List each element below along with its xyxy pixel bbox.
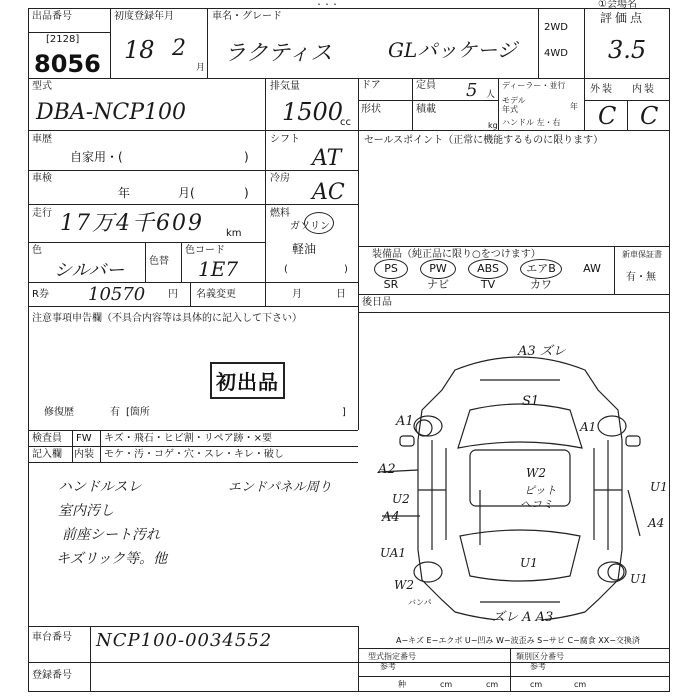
shaken-close: ) (244, 186, 249, 200)
fuel-label: 燃料 (270, 208, 290, 219)
diagram-label-a3-top: A3 ズレ (518, 344, 566, 359)
fuel-gasoline: ガソリン (290, 221, 330, 232)
drive-2wd: 2WD (544, 22, 568, 33)
capacity-label: 定員 (416, 80, 436, 91)
chassis-label: 車台番号 (32, 632, 72, 643)
ext-grade: C (598, 102, 617, 130)
shape-label: 形状 (361, 104, 381, 115)
drive-4wd: 4WD (544, 48, 568, 59)
fuel-selected-circle (304, 212, 334, 234)
ac-label: 冷房 (270, 173, 290, 184)
top-marks: ・・・ (315, 0, 339, 9)
load-label: 積載 (416, 104, 436, 115)
first-reg-month-unit: 月 (196, 63, 206, 73)
lot-number: 8056 (34, 50, 101, 78)
diagram-label-u2: U2 (392, 492, 410, 506)
delivery-label: 後日品 (362, 297, 392, 308)
type-ref-label: 参考 (380, 662, 396, 671)
warranty-label: 新車保証書 (622, 250, 662, 259)
mileage-value: 17万4千609 (60, 211, 204, 236)
color-value: シルバー (54, 260, 125, 281)
sheet-mark-4: cm (530, 680, 543, 689)
name-change-month-unit: 月 (292, 289, 302, 300)
model-year-label-2: 年式 (502, 105, 518, 114)
class-ref-label: 参考 (530, 662, 546, 671)
handle-label: ハンドル 左・右 (502, 118, 561, 127)
inspector-note-1: ハンドルスレ (58, 479, 142, 495)
equip-sr: SR (383, 278, 399, 291)
diagram-label-w2: W2 (526, 466, 546, 480)
caution-label: 注意事項申告欄（不具合内容等は具体的に記入して下さい） (32, 313, 302, 324)
name-change-day-unit: 日 (336, 289, 346, 300)
row2-text: モケ・汚・コゲ・穴・スレ・キレ・破し (104, 449, 284, 460)
inspector-note-right: エンドパネル周り (228, 480, 332, 495)
diagram-label-s1: S1 (522, 394, 540, 409)
diagram-label-w2-rear: W2 (394, 578, 414, 592)
shaken-year-unit: 年 (118, 186, 131, 200)
shift-label: シフト (270, 134, 300, 145)
recycle-unit: 円 (168, 289, 178, 300)
shaken-month-unit: 月( (178, 186, 195, 200)
ac-value: AC (312, 180, 345, 205)
capacity-value: 5 (466, 80, 478, 101)
load-unit: kg (488, 121, 498, 130)
sheet-mark-2: cm (440, 680, 453, 689)
sheet-mark-3: cm (486, 680, 499, 689)
color-code: 1E7 (198, 257, 239, 281)
doors-label: ドア (361, 80, 381, 91)
equip-ps: PS (384, 262, 398, 275)
inspector-note-3: 前座シート汚れ (62, 527, 160, 543)
diagram-label-pit: ピット (524, 484, 557, 497)
fuel-paren-open: ( (284, 264, 288, 275)
car-name: ラクティス (224, 41, 333, 66)
diagram-label-a4-left: A4 (382, 510, 400, 525)
fuel-paren-close: ) (344, 264, 348, 275)
inspector-note-4: キズリック等。他 (56, 551, 168, 567)
first-reg-month: 2 (172, 36, 186, 61)
color-change-label: 色替 (149, 256, 169, 267)
diagram-label-dent: ヘコミ (520, 498, 553, 511)
first-reg-label: 初度登録年月 (114, 11, 174, 22)
diagram-label-a2: A2 (378, 462, 396, 477)
diagram-label-a1-left: A1 (396, 414, 414, 429)
diagram-label-u1-rear: U1 (520, 556, 538, 570)
row1-text: キズ・飛石・ヒビ割・リペア跡・×要 (104, 433, 272, 444)
recycle-label: R券 (32, 289, 49, 300)
diagram-label-bumper: バンパ (408, 598, 432, 607)
equip-tv: TV (480, 278, 496, 291)
sheet-mark-1: 种 (398, 680, 406, 689)
first-listing-stamp: 初出品 (210, 362, 285, 399)
diagram-label-u1-right: U1 (650, 480, 668, 494)
history-value: 自家用・( (70, 150, 123, 164)
equip-pw: PW (429, 262, 447, 275)
dealer-label: ディーラー・並行 (502, 81, 566, 90)
displacement-unit: cc (340, 117, 351, 128)
ps-circle (374, 259, 408, 279)
pw-circle (420, 259, 456, 279)
int-grade: C (640, 102, 659, 130)
reg-label: 登録番号 (32, 670, 72, 681)
capacity-unit: 人 (486, 90, 496, 100)
diagram-label-ua1: UA1 (380, 546, 407, 560)
warranty-value: 有・無 (626, 272, 656, 283)
history-close: ) (244, 150, 249, 164)
score-label: 評価点 (600, 11, 646, 25)
recycle-value: 10570 (88, 284, 146, 305)
equip-aw: AW (583, 262, 601, 275)
shift-value: AT (312, 146, 342, 171)
diagram-label-a1-right: A1 (580, 420, 597, 434)
model-label: 型式 (32, 81, 52, 92)
repair-label: 修復歴 (44, 407, 74, 418)
row2-prefix: 内装 (74, 449, 94, 460)
class-label: 類別区分番号 (516, 652, 564, 661)
equip-abs: ABS (477, 262, 499, 275)
mileage-unit: km (226, 228, 242, 239)
model-year-label-1: モデル (502, 96, 526, 105)
shaken-label: 車検 (32, 173, 52, 184)
lot-label: 出品番号 (32, 11, 72, 22)
color-code-label: 色コード (185, 245, 225, 256)
displacement-value: 1500 (282, 98, 344, 126)
name-change-label: 名義変更 (196, 289, 236, 300)
mileage-label: 走行 (32, 208, 52, 219)
writer-label: 記入欄 (32, 449, 62, 460)
inspector-note-2: 室内汚し (58, 503, 114, 519)
diagram-label-rear-note: ズレ A A3 (492, 610, 554, 625)
diagram-legend: A−キズ E−エクボ U−凹み W−波歪み S−サビ C−腐食 XX−交換済 (396, 636, 640, 645)
equipment-label: 装備品（純正品に限り○をつけます） (372, 249, 541, 260)
abs-circle (468, 259, 508, 279)
model-year-unit: 年 (570, 102, 578, 111)
row1-prefix: FW (76, 433, 92, 444)
repair-value: 有 (110, 407, 120, 418)
score: 3.5 (608, 36, 647, 64)
sales-points-label: セールスポイント（正常に機能するものに限ります） (364, 135, 604, 146)
color-label: 色 (32, 245, 42, 256)
diagram-label-u1-rear-right: U1 (630, 572, 648, 586)
equip-leather: カワ (530, 278, 552, 291)
car-name-label: 車名・グレード (212, 11, 282, 22)
diagram-label-a4-right: A4 (648, 516, 665, 530)
venue-label: ①会場名 (598, 0, 637, 10)
repair-location: [箇所 (126, 407, 150, 418)
chassis-value: NCP100-0034552 (96, 630, 273, 651)
inspector-label: 検査員 (32, 433, 62, 444)
equip-airbag: エアB (526, 262, 556, 275)
history-label: 車歴 (32, 134, 52, 145)
first-reg-year: 18 (124, 36, 155, 64)
grade: GLパッケージ (388, 38, 517, 62)
fuel-diesel: 軽油 (292, 242, 317, 256)
type-designation-label: 型式指定番号 (368, 652, 416, 661)
model-value: DBA-NCP100 (36, 100, 187, 125)
ext-label: 外装 (590, 84, 614, 95)
repair-close: ] (342, 407, 346, 418)
sheet-mark-5: cm (574, 680, 587, 689)
equip-navi: ナビ (427, 278, 449, 291)
lot-sub: [2128] (46, 34, 80, 45)
int-label: 内装 (632, 84, 656, 95)
displacement-label: 排気量 (270, 81, 300, 92)
airbag-circle (520, 259, 562, 279)
